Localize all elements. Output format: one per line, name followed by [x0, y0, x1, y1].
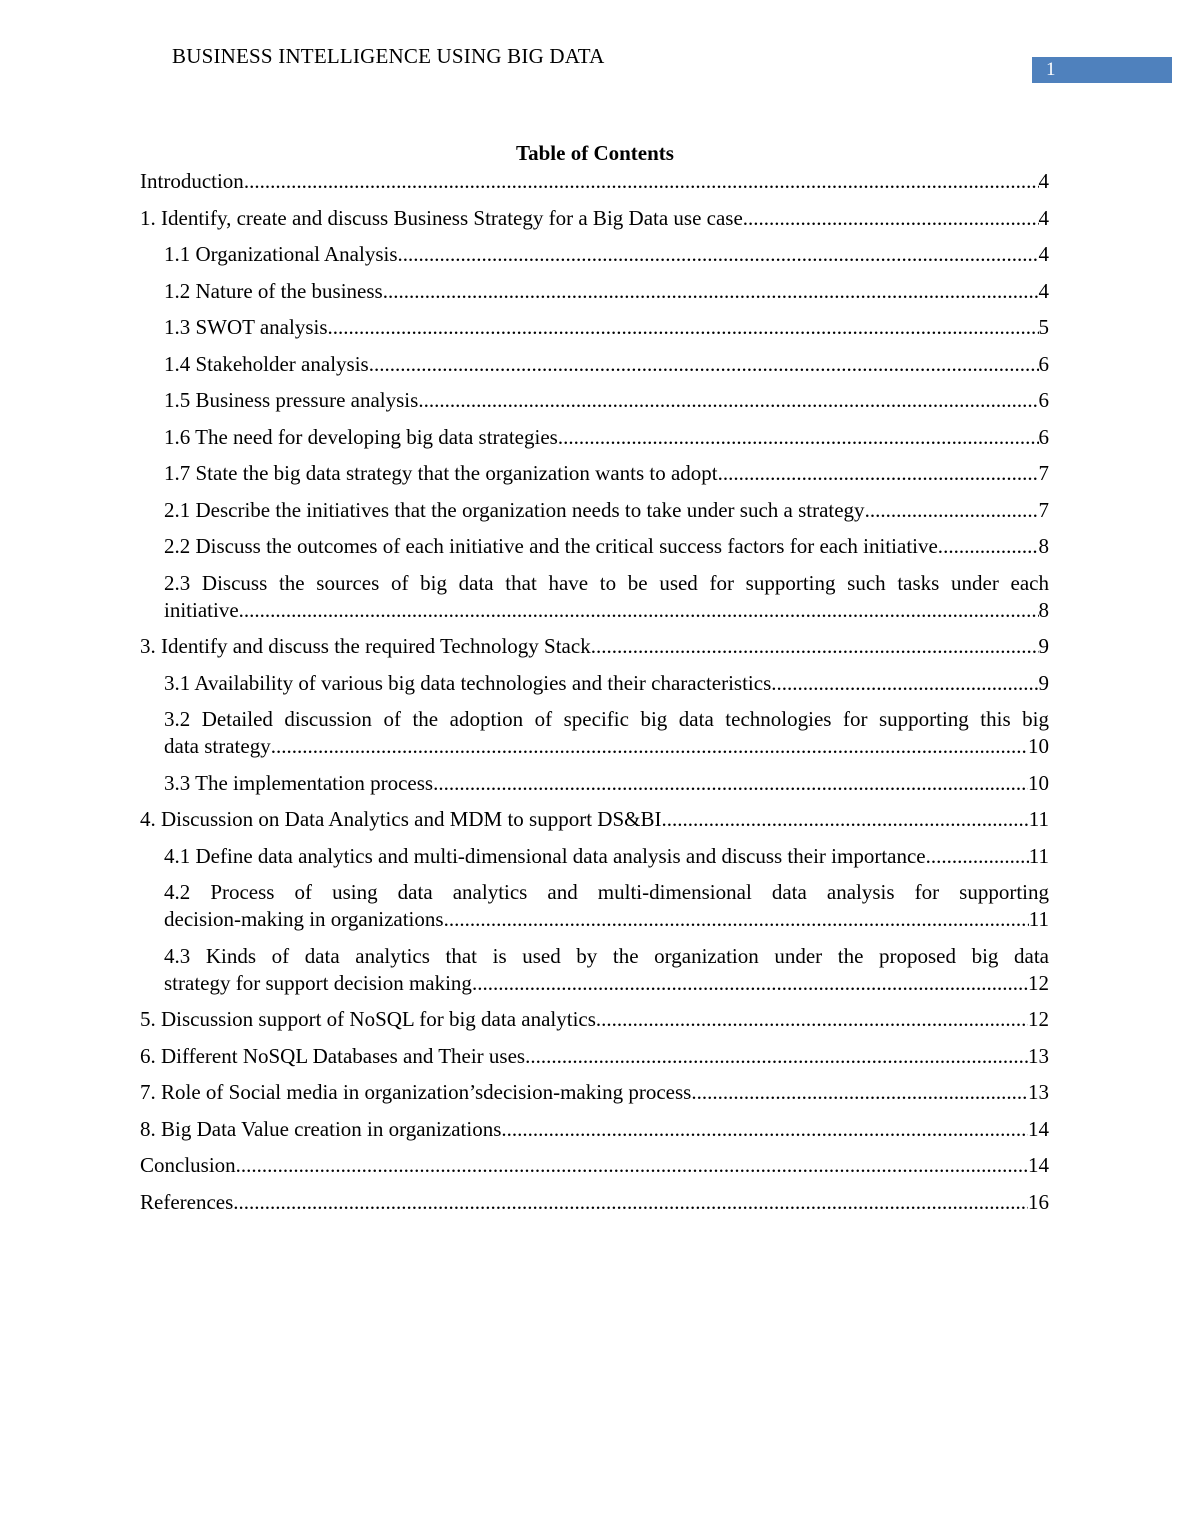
toc-entry-text: 1.3 SWOT analysis: [164, 315, 328, 339]
toc-entry-page: 6: [1038, 424, 1049, 449]
toc-leader-dots: [383, 278, 1039, 305]
toc-entry-text: 6. Different NoSQL Databases and Their uses: [140, 1043, 526, 1068]
toc-leader-dots: [501, 1116, 1028, 1143]
toc-entry-page: 6: [1038, 351, 1049, 376]
toc-entry-text: 1.1 Organizational Analysis: [164, 242, 398, 266]
toc-entry-text: 4.1 Define data analytics and multi-dimensional data analysis and discuss their importance.: [164, 843, 931, 868]
toc-entry-section-8[interactable]: [140, 1116, 1049, 1143]
toc-entry-page: 4: [1038, 278, 1049, 303]
toc-entry-4-1[interactable]: [140, 843, 1049, 870]
toc-entry-introduction[interactable]: [140, 168, 1049, 195]
toc-entry-1-2[interactable]: [140, 278, 1049, 305]
toc-entry-1-7[interactable]: [140, 460, 1049, 487]
toc-entry-section-6[interactable]: [140, 1043, 1049, 1070]
toc-leader-dots: [271, 733, 1028, 760]
toc-entry-text: 1.2 Nature of the business: [164, 278, 383, 303]
toc-entry-page: 7: [1038, 497, 1049, 522]
toc-entry-page: 12: [1028, 970, 1049, 995]
toc-entry-page: 10: [1028, 734, 1049, 758]
toc-entry-page: 9: [1038, 670, 1049, 695]
toc-entry-page: 8: [1038, 597, 1049, 622]
toc-entry-page: 8: [1038, 534, 1049, 558]
toc-entry-page: 7: [1038, 461, 1049, 485]
toc-entry-section-7[interactable]: [140, 1079, 1049, 1106]
toc-entry-text-line1: 3.2 Detailed discussion of the adoption of specific big data technologies for supporting this big: [164, 707, 1049, 731]
toc-leader-dots: [244, 168, 1039, 195]
toc-entry-section-5[interactable]: [140, 1006, 1049, 1033]
toc-entry-4-3[interactable]: [140, 943, 1049, 997]
toc-leader-dots: [444, 906, 1029, 933]
toc-entry-text-line1: 2.3 Discuss the sources of big data that have to be used for supporting such tasks under each: [164, 570, 1049, 595]
toc-leader-dots: [691, 1079, 1028, 1106]
toc-leader-dots: [865, 497, 1039, 524]
toc-entry-page: 13: [1028, 1080, 1049, 1104]
toc-entry-text: 1.6 The need for developing big data strategies: [164, 424, 558, 449]
toc-entry-text: 2.2 Discuss the outcomes of each initiative and the critical success factors for each initiative.: [164, 534, 944, 558]
toc-entry-text: 3.3 The implementation process: [164, 770, 434, 795]
toc-title: Table of Contents: [516, 141, 674, 165]
toc-entry-conclusion[interactable]: [140, 1152, 1049, 1179]
toc-leader-dots: [398, 241, 1039, 268]
toc-leader-dots: [558, 424, 1039, 451]
page-number-badge: [1032, 57, 1172, 83]
toc-entry-text: Introduction: [140, 169, 244, 193]
toc-entry-text-line2: strategy for support decision making: [164, 970, 472, 995]
toc-leader-dots: [591, 633, 1039, 660]
toc-entry-page: 6: [1038, 388, 1049, 412]
toc-entry-section-1[interactable]: [140, 205, 1049, 232]
toc-entry-1-1[interactable]: [140, 241, 1049, 268]
toc-entry-text-line2: data strategy: [164, 734, 271, 758]
toc-entry-references[interactable]: [140, 1189, 1049, 1216]
toc-entry-page: 4: [1038, 242, 1049, 266]
toc-entry-text-line2: initiative: [164, 597, 239, 622]
toc-leader-dots: [743, 205, 1039, 232]
toc-entry-1-3[interactable]: [140, 314, 1049, 341]
toc-entry-text: 1.5 Business pressure analysis: [164, 388, 419, 412]
toc-entry-3-2[interactable]: [140, 706, 1049, 760]
toc-entry-2-2[interactable]: [140, 533, 1049, 560]
toc-leader-dots: [472, 970, 1028, 997]
toc-entry-3-1[interactable]: [140, 670, 1049, 697]
toc-entry-1-4[interactable]: [140, 351, 1049, 378]
toc-entry-page: 12: [1028, 1007, 1049, 1031]
toc-leader-dots: [369, 351, 1039, 378]
toc-entry-section-3[interactable]: [140, 633, 1049, 660]
table-of-contents: [140, 168, 1049, 1225]
toc-entry-text-line1: 4.3 Kinds of data analytics that is used by the organization under the proposed big data: [164, 943, 1049, 968]
toc-entry-2-1[interactable]: [140, 497, 1049, 524]
toc-leader-dots: [328, 314, 1039, 341]
toc-leader-dots: [931, 843, 1029, 870]
toc-entry-text: 3. Identify and discuss the required Technology Stack: [140, 634, 591, 658]
toc-entry-1-6[interactable]: [140, 424, 1049, 451]
toc-entry-text: 4. Discussion on Data Analytics and MDM to support DS&BI: [140, 807, 662, 831]
toc-entry-text-line2: decision-making in organizations: [164, 907, 444, 931]
toc-entry-text: 7. Role of Social media in organization’sdecision-making process: [140, 1080, 692, 1104]
toc-leader-dots: [525, 1043, 1028, 1070]
toc-entry-text: Conclusion: [140, 1153, 236, 1177]
toc-entry-text: References: [140, 1189, 234, 1214]
toc-entry-page: 14: [1028, 1153, 1049, 1177]
toc-entry-page: 4: [1038, 169, 1049, 193]
toc-entry-text: 1. Identify, create and discuss Business Strategy for a Big Data use case: [140, 205, 743, 230]
toc-entry-page: 11: [1028, 907, 1049, 931]
toc-leader-dots: [236, 1152, 1028, 1179]
toc-leader-dots: [596, 1006, 1028, 1033]
toc-entry-text: 8. Big Data Value creation in organizations: [140, 1116, 502, 1141]
toc-entry-page: 9: [1038, 634, 1049, 658]
toc-leader-dots: [661, 806, 1028, 833]
toc-leader-dots: [771, 670, 1038, 697]
toc-leader-dots: [433, 770, 1028, 797]
toc-leader-dots: [943, 533, 1038, 560]
toc-entry-page: 14: [1028, 1116, 1049, 1141]
toc-entry-text: 1.4 Stakeholder analysis: [164, 351, 369, 376]
toc-leader-dots: [233, 1189, 1028, 1216]
toc-entry-page: 4: [1038, 205, 1049, 230]
toc-entry-page: 11: [1028, 843, 1049, 868]
toc-leader-dots: [239, 597, 1039, 624]
toc-entry-1-5[interactable]: [140, 387, 1049, 414]
toc-entry-2-3[interactable]: [140, 570, 1049, 624]
running-header: BUSINESS INTELLIGENCE USING BIG DATA: [172, 44, 605, 68]
toc-entry-page: 5: [1038, 315, 1049, 339]
toc-leader-dots: [718, 460, 1039, 487]
toc-entry-section-4[interactable]: [140, 806, 1049, 833]
toc-entry-text: 1.7 State the big data strategy that the organization wants to adopt: [164, 461, 718, 485]
toc-entry-4-2[interactable]: [140, 879, 1049, 933]
toc-entry-page: 13: [1028, 1043, 1049, 1068]
toc-entry-page: 11: [1028, 807, 1049, 831]
toc-entry-text: 5. Discussion support of NoSQL for big data analytics: [140, 1007, 596, 1031]
toc-entry-text-line1: 4.2 Process of using data analytics and multi-dimensional data analysis for supporting: [164, 880, 1049, 904]
toc-entry-text: 2.1 Describe the initiatives that the organization needs to take under such a strategy: [164, 497, 865, 522]
page-number: 1: [1046, 59, 1056, 80]
toc-entry-page: 16: [1028, 1189, 1049, 1214]
toc-entry-page: 10: [1028, 770, 1049, 795]
toc-entry-text: 3.1 Availability of various big data technologies and their characteristics: [164, 670, 772, 695]
toc-entry-3-3[interactable]: [140, 770, 1049, 797]
toc-leader-dots: [418, 387, 1038, 414]
